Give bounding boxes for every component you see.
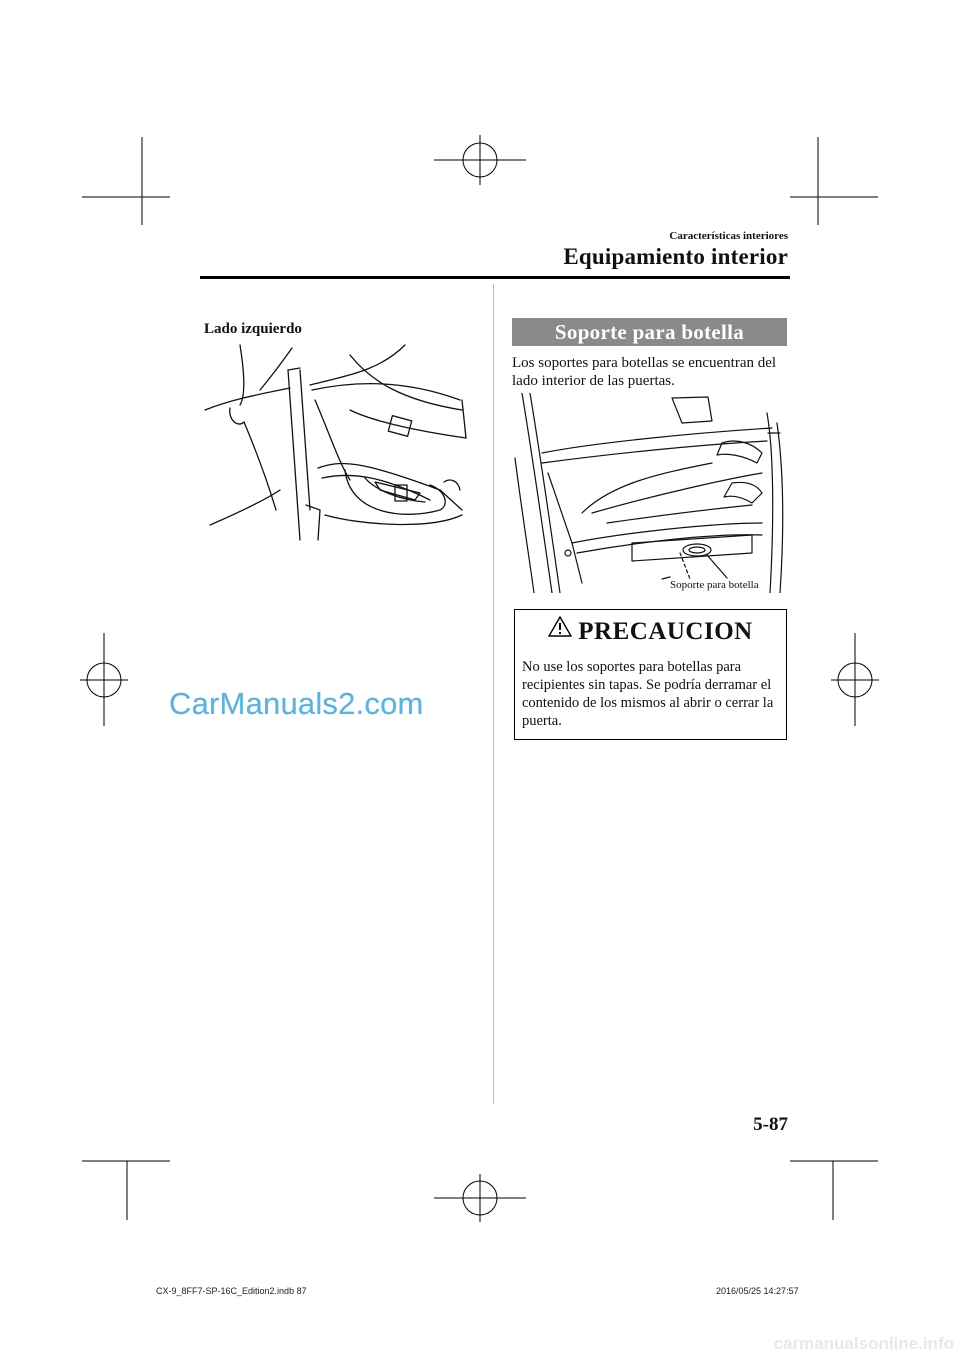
caution-text: No use los soportes para botellas para recipientes sin tapas. Se podría derramar el contenido de los mismos al abrir o cerrar la puerta. [522,659,774,729]
header-rule [200,276,790,279]
registration-mark-top [434,135,526,185]
watermark-text: CarManuals2.com [169,686,424,721]
registration-mark-bottom [434,1174,526,1222]
warning-icon [548,616,572,637]
section-title: Equipamiento interior [563,244,788,269]
caution-title: PRECAUCION [578,618,753,645]
caution-box [514,609,787,740]
site-watermark: carmanualsonline.info [773,1334,954,1353]
footer-file: CX-9_8FF7-SP-16C_Edition2.indb 87 [156,1286,307,1296]
footer-timestamp: 2016/05/25 14:27:57 [716,1286,799,1296]
registration-mark-left [80,633,128,726]
section-heading: Soporte para botella [512,318,787,346]
body-paragraph: Los soportes para botellas se encuentran del lado interior de las puertas. [512,355,777,389]
column-divider [493,284,494,1104]
registration-mark-right [831,633,879,726]
left-door-illustration [200,340,470,545]
door-bottle-holder-illustration [512,393,787,593]
page-number: 5-87 [753,1114,788,1135]
chapter-title: Características interiores [669,230,788,242]
figure-caption: Lado izquierdo [204,321,302,337]
figure-callout: Soporte para botella [670,579,759,591]
caution-heading [515,616,786,646]
